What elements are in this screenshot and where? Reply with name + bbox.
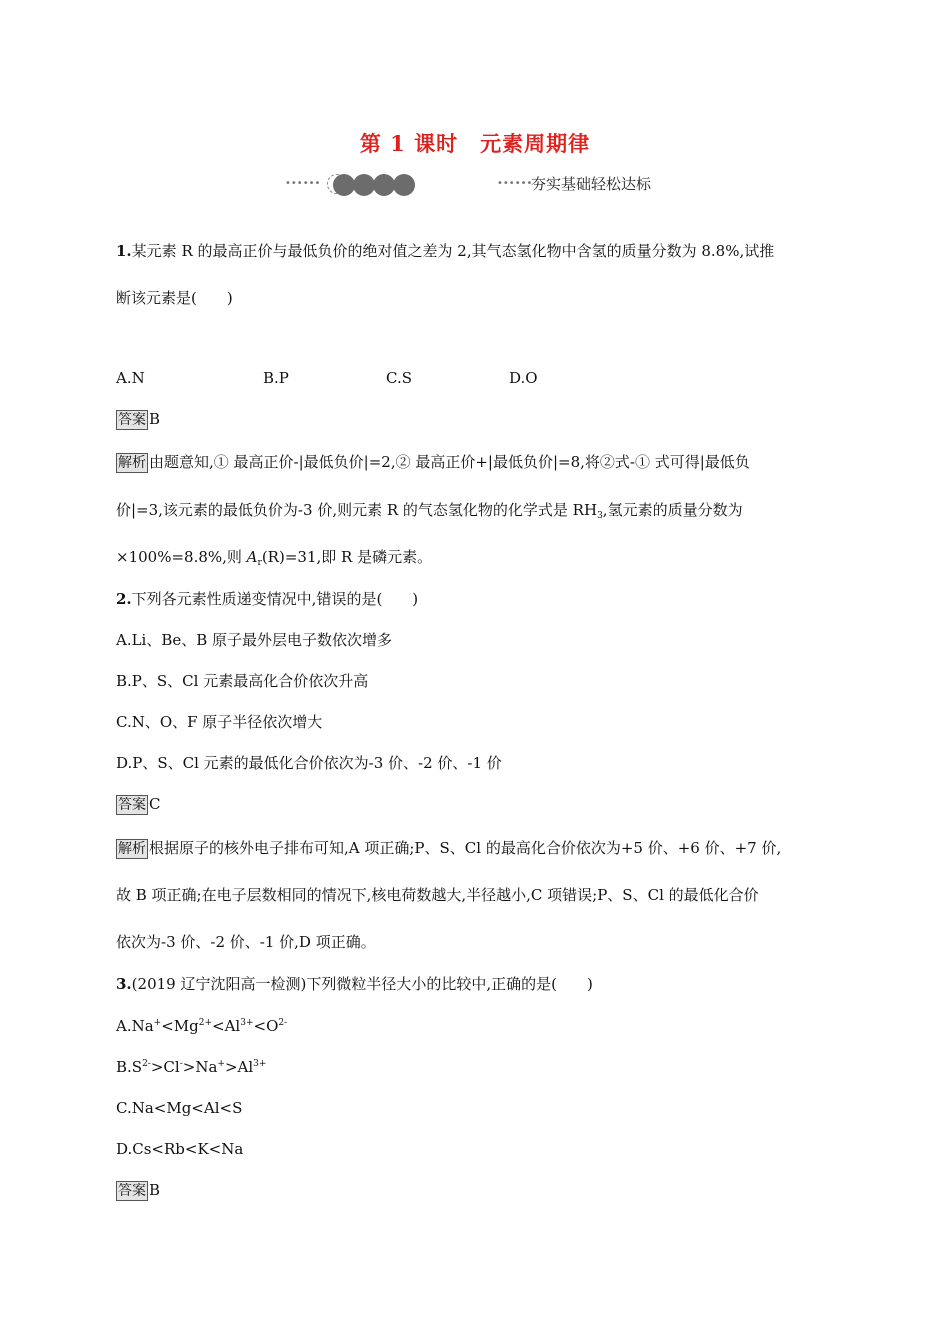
q2-analysis-line3: 依次为-3 价、-2 价、-1 价,D 项正确。 — [116, 933, 376, 951]
banner-circle-icon — [353, 174, 375, 196]
answer-tag: 答案 — [118, 412, 146, 428]
q2-answer: 答案 C — [118, 795, 161, 813]
banner-dots-right: •••••• — [497, 178, 533, 189]
q2-option-b: B.P、S、Cl 元素最高化合价依次升高 — [116, 672, 369, 690]
q1-option-c: C.S — [386, 369, 412, 387]
q2-option-d: D.P、S、Cl 元素的最低化合价依次为-3 价、-2 价、-1 价 — [116, 754, 502, 772]
q2-stem: 2.下列各元素性质递变情况中,错误的是( ) — [116, 590, 419, 608]
q3-option-c: C.Na<Mg<Al<S — [116, 1099, 243, 1117]
q2-analysis-line2: 故 B 项正确;在电子层数相同的情况下,核电荷数越大,半径越小,C 项错误;P、S、Cl 的最低化合价 — [116, 886, 759, 904]
banner-dots-left: •••••• — [285, 178, 321, 189]
q1-option-a: A.N — [116, 369, 145, 387]
q2-number: 2. — [116, 590, 132, 608]
q2-analysis-line1: 解析 根据原子的核外电子排布可知,A 项正确;P、S、Cl 的最高化合价依次为+5 价、+6 价、+7 价, — [118, 839, 782, 857]
analysis-tag: 解析 — [118, 841, 146, 857]
q1-option-d: D.O — [509, 369, 538, 387]
answer-tag: 答案 — [118, 797, 146, 813]
q2-option-c: C.N、O、F 原子半径依次增大 — [116, 713, 323, 731]
page-title: 第 1 课时 元素周期律 — [359, 131, 591, 156]
banner-circle-icon — [393, 174, 415, 196]
q1-analysis-line2: 价|=3,该元素的最低负价为-3 价,则元素 R 的气态氢化物的化学式是 $RH_3$,氢元素的质量分数为 — [116, 501, 743, 521]
q1-option-b: B.P — [263, 369, 289, 387]
q3-option-b: $B.S^{2-}>Cl^->Na^+>Al^{3+}$ — [116, 1058, 267, 1076]
banner-circle-icon — [373, 174, 395, 196]
q3-answer: 答案 B — [118, 1181, 161, 1199]
q3-number: 3. — [116, 975, 132, 993]
analysis-tag: 解析 — [118, 455, 146, 471]
q1-analysis-line3: ×100%=8.8%,则 $A_r(R)=31$,即 R 是磷元素。 — [116, 548, 433, 568]
q1-stem-line2: 断该元素是( ) — [116, 289, 233, 307]
q3-option-a: $A.Na^+<Mg^{2+}<Al^{3+}<O^{2-}$ — [116, 1017, 288, 1035]
q1-answer: 答案 B — [118, 410, 161, 428]
q1-analysis-line1: 解析 由题意知,① 最高正价-|最低负价|=2,② 最高正价+|最低负价|=8,将②式-① 式可得|最低负 — [118, 453, 750, 471]
q1-stem-line1: 1.某元素 R 的最高正价与最低负价的绝对值之差为 2,其气态氢化物中含氢的质量分数为 8.8%,试推 — [116, 242, 775, 260]
q2-option-a: A.Li、Be、B 原子最外层电子数依次增多 — [116, 631, 393, 649]
banner-circle-icon — [333, 174, 355, 196]
q3-stem: 3.(2019 辽宁沈阳高一检测)下列微粒半径大小的比较中,正确的是( ) — [116, 975, 593, 993]
q3-option-d: D.Cs<Rb<K<Na — [116, 1140, 244, 1158]
q1-number: 1. — [116, 242, 132, 260]
section-banner — [285, 172, 685, 200]
banner-label: 夯实基础轻松达标 — [531, 175, 652, 193]
answer-tag: 答案 — [118, 1183, 146, 1199]
